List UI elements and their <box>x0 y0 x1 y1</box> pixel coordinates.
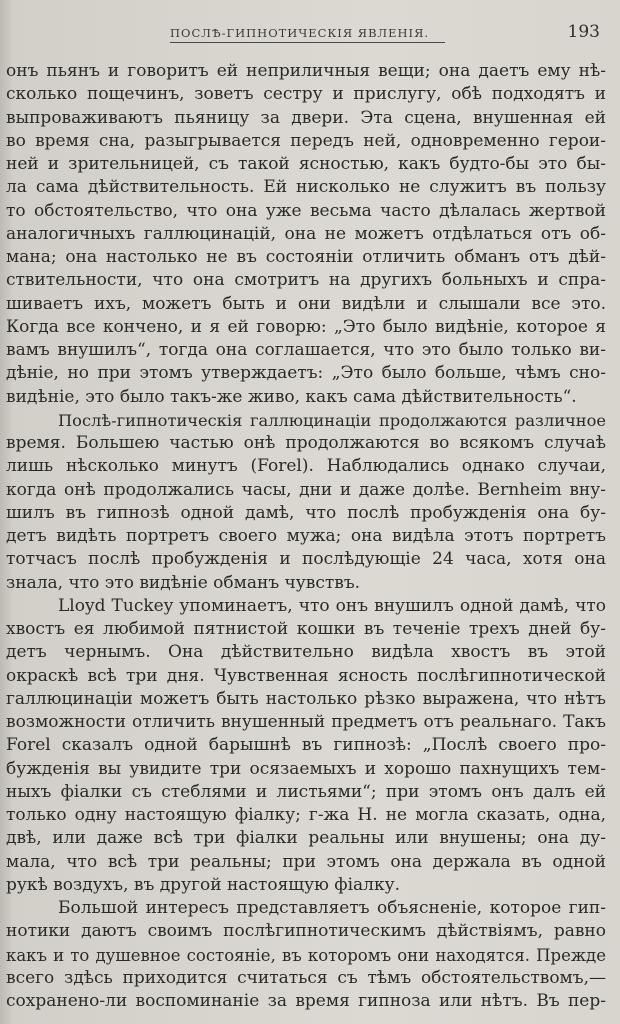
text-line: детъ видѣть портретъ своего мужа; она видѣла этотъ портретъ <box>6 526 606 546</box>
text-line: дѣніе, но при этомъ утверждаетъ: „Это было больше, чѣмъ сно- <box>6 363 606 384</box>
text-line: Lloyd Tuckey упоминаетъ, что онъ внушилъ одной дамѣ, что <box>58 595 606 616</box>
text-line: аналогичныхъ галлюцинацій, она не можетъ отдѣлаться отъ об- <box>6 223 606 244</box>
text-line: Послѣ-гипнотическія галлюцинаціи продолжаются различное <box>58 410 606 430</box>
text-line: во время сна, разыгрывается передъ ней, одновременно герои- <box>6 130 606 151</box>
text-line: мана; она настолько не въ состояніи отличить обманъ отъ дѣй- <box>6 247 606 267</box>
text-line: тотчасъ послѣ пробужденія и послѣдующіе 24 часа, хотя она <box>6 549 606 570</box>
text-line: ныхъ фіалки съ стеблями и листьями“; при этомъ онъ далъ ей <box>6 781 606 802</box>
text-line: хвостъ ея любимой пятнистой кошки въ теченіе трехъ дней бу- <box>6 619 606 639</box>
text-line: ла сама дѣйствительность. Ей нисколько не служитъ въ пользу <box>6 177 606 198</box>
running-title: ПОСЛѢ-ГИПНОТИЧЕСКІЯ ЯВЛЕНІЯ. <box>170 26 445 43</box>
text-line: знала, что это видѣніе обманъ чувствъ. <box>6 572 361 593</box>
text-line: ней и зрительницей, съ такой ясностью, какъ будто-бы это бы- <box>6 154 606 174</box>
text-line: какъ и то душевное состояніе, въ которомъ они находятся. Прежде <box>6 945 606 965</box>
page-number: 193 <box>567 22 600 42</box>
text-line: только одну настоящую фіалку; г-жа Н. не могла сказать, одна, <box>6 805 606 825</box>
text-line: галлюцинаціи можетъ быть настолько рѣзко выражена, что нѣтъ <box>6 688 606 709</box>
text-line: шилъ въ гипнозѣ одной дамѣ, что послѣ пробужденія она бу- <box>6 502 606 523</box>
text-line: шиваетъ ихъ, можетъ быть и они видѣли и слышали все это. <box>6 293 606 314</box>
text-line: сколько пощечинъ, зоветъ сестру и прислугу, обѣ подходятъ и <box>6 84 606 105</box>
text-line: вамъ внушилъ“, тогда она соглашается, что это было только ви- <box>6 340 606 360</box>
text-line: онъ пьянъ и говоритъ ей неприличныя вещи; она даетъ ему нѣ- <box>6 61 606 81</box>
text-line: возможности отличить внушенный предметъ отъ реальнаго. Такъ <box>6 712 606 732</box>
text-line: всего здѣсь приходится считаться съ тѣмъ обстоятельствомъ,— <box>6 967 606 988</box>
text-line: время. Большею частью онѣ продолжаются во всякомъ случаѣ <box>6 433 606 453</box>
text-line: рукѣ воздухъ, въ другой настоящую фіалку. <box>6 874 401 895</box>
text-line: то обстоятельство, что она уже весьма часто дѣлалась жертвой <box>6 200 606 221</box>
page-body-text <box>6 60 606 1013</box>
text-line: лишь нѣсколько минутъ (Forel). Наблюдались однако случаи, <box>6 456 606 477</box>
text-line: видѣніе, это было такъ-же живо, какъ сама дѣйствительность“. <box>6 386 577 407</box>
text-line: Когда все кончено, и я ей говорю: „Это было видѣніе, которое я <box>6 316 606 337</box>
text-line: Forel сказалъ одной барышнѣ въ гипнозѣ: „Послѣ своего про- <box>6 735 606 756</box>
text-line: выпроваживаютъ пьяницу за двери. Эта сцена, внушенная ей <box>6 107 606 128</box>
text-line: Большой интересъ представляетъ объясненіе, которое гип- <box>58 898 606 918</box>
text-line: ствительности, что она смотритъ на другихъ больныхъ и спра- <box>6 270 606 291</box>
text-line: сохранено-ли воспоминаніе за время гипноза или нѣтъ. Въ пер- <box>6 991 606 1011</box>
text-line: нотики даютъ своимъ послѣгипнотическимъ дѣйствіямъ, равно <box>6 921 606 942</box>
text-line: когда онѣ продолжались часы, дни и даже долѣе. Bernheim вну- <box>6 479 606 500</box>
text-line: мала, что всѣ три реальны; при этомъ она держала въ одной <box>6 851 606 872</box>
text-line: бужденія вы увидите три осязаемыхъ и хорошо пахнущихъ тем- <box>6 758 606 779</box>
text-line: окраскѣ всѣ три дня. Чувственная ясность послѣгипнотической <box>6 665 606 686</box>
text-line: детъ чернымъ. Она дѣйствительно видѣла хвостъ въ этой <box>6 642 606 663</box>
page-header <box>170 22 604 44</box>
text-line: двѣ, или даже всѣ три фіалки реальны или внушены; она ду- <box>6 828 606 849</box>
